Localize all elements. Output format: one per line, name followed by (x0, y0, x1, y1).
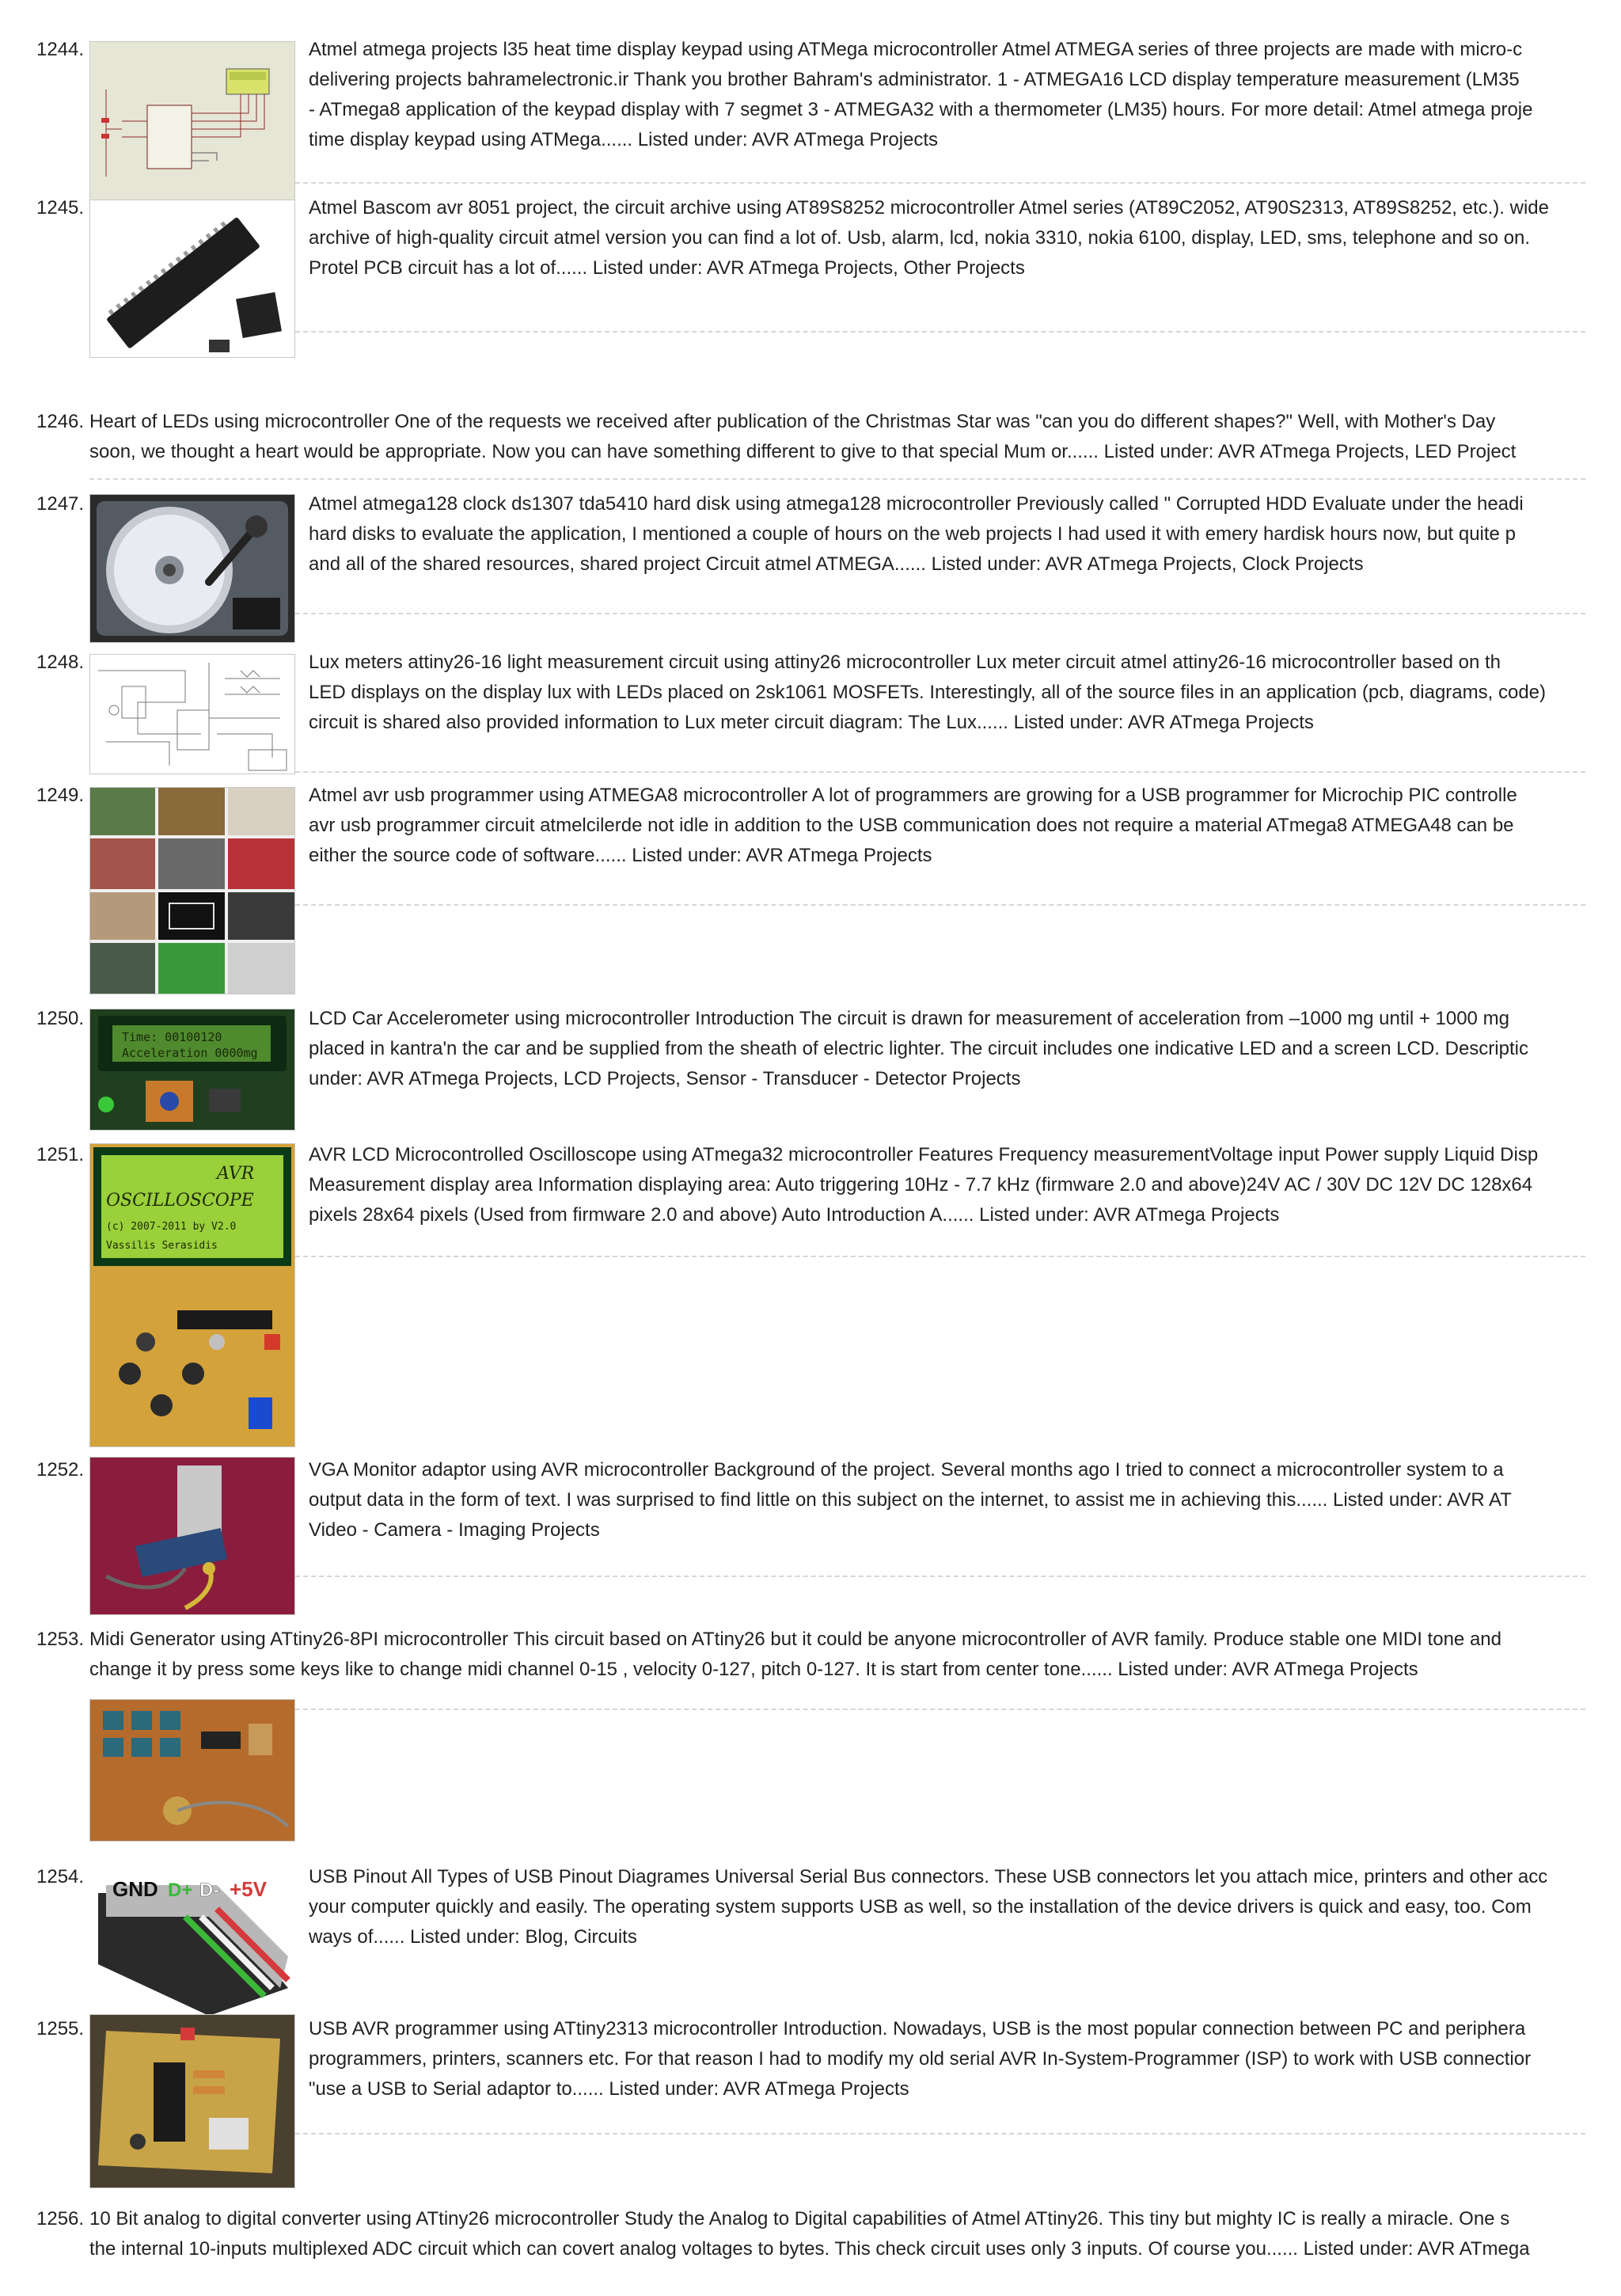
divider (295, 1709, 1585, 1710)
usb-gnd-label: GND (112, 1877, 158, 1901)
vga-adaptor-thumbnail[interactable] (89, 1457, 295, 1615)
usb-dplus-label: D+ (168, 1880, 193, 1901)
divider (89, 478, 1585, 480)
item-number: 1252. (36, 1459, 85, 1481)
item-description[interactable]: Atmel avr usb programmer using ATMEGA8 microcontroller A lot of programmers are growing for a USB programmer for Microchip PIC controlle avr usb programmer circuit atmelcilerde not idle in addition to the USB communication does not require a material ATmega8 ATMEGA48 can be either the source code of software...... Listed under: AVR ATmega Projects (309, 785, 1517, 866)
item-number: 1256. (36, 2208, 85, 2229)
lcd-copyright: (c) 2007-2011 by V2.0 (106, 1221, 237, 1233)
divider (295, 904, 1585, 906)
divider (295, 771, 1585, 773)
usb-dminus-label: D- (199, 1880, 220, 1901)
lcd-subtitle: OSCILLOSCOPE (106, 1191, 254, 1211)
schematic-thumbnail[interactable] (89, 654, 295, 774)
item-number: 1250. (36, 1008, 85, 1029)
divider (295, 2133, 1585, 2134)
divider (295, 182, 1585, 184)
divider (295, 1256, 1585, 1257)
programmer-collage-thumbnail[interactable] (89, 787, 295, 994)
item-description[interactable]: Atmel Bascom avr 8051 project, the circuit archive using AT89S8252 microcontroller Atmel series (AT89C2052, AT90S2313, AT89S8252, etc.). wide archive of high-quality circuit atmel version you can find a lot of. Usb, alarm, lcd, nokia 3310, nokia 6100, display, LED, sms, telephone and so on. Protel PCB circuit has a lot of...... Listed under: AVR ATmega Projects, Other Projects (309, 197, 1549, 279)
item-description[interactable]: USB AVR programmer using ATtiny2313 microcontroller Introduction. Nowadays, USB is the most popular connection between PC and periphera programmers, printers, scanners etc. For that reason I had to modify my old serial AVR In-System-Programmer (ISP) to work with USB connectior "use a USB to Serial adaptor to...... Listed under: AVR ATmega Projects (309, 2018, 1532, 2100)
item-description[interactable]: Atmel atmega128 clock ds1307 tda5410 hard disk using atmega128 microcontroller Previously called " Corrupted HDD Evaluate under the headi hard disks to evaluate the application, I mentioned a couple of hours on the web projects I had used it with emery hardisk hours now, but quite p and all of the shared resources, shared project Circuit atmel ATMEGA...... Listed under: AVR ATmega Projects, Clock Projects (309, 493, 1524, 575)
lcd-title: AVR (217, 1164, 255, 1184)
item-description[interactable]: VGA Monitor adaptor using AVR microcontroller Background of the project. Several months ago I tried to connect a microcontroller system to a output data in the form of text. I was surprised to find little on this subject on the internet, to assist me in achieving this...... Listed under: AVR AT Video - Camera - Imaging Projects (309, 1459, 1512, 1541)
item-number: 1244. (36, 39, 85, 60)
lcd-line-2: Acceleration 0000mg (122, 1046, 258, 1060)
item-number: 1249. (36, 785, 85, 806)
item-description[interactable]: Heart of LEDs using microcontroller One of the requests we received after publication of the Christmas Star was "can you do different shapes?" Well, with Mother's Day soon, we thought a heart would be appropriate. Now you can have something different to give to that special Mum or...... Listed under: AVR ATmega Projects, LED Project (89, 411, 1517, 462)
item-number: 1251. (36, 1144, 85, 1165)
lcd-line-1: Time: 00100120 (122, 1030, 222, 1044)
oscilloscope-thumbnail[interactable] (89, 1143, 295, 1447)
item-description[interactable]: LCD Car Accelerometer using microcontroller Introduction The circuit is drawn for measurement of acceleration from –1000 mg until + 1000 mg placed in kantra'n the car and be supplied from the sheath of electric lighter. The circuit includes one indicative LED and a screen LCD. Descriptic under: AVR ATmega Projects, LCD Projects, Sensor - Transducer - Detector Projects (309, 1008, 1528, 1089)
item-description[interactable]: USB Pinout All Types of USB Pinout Diagrames Universal Serial Bus connectors. These USB connectors let you attach mice, printers and other acc your computer quickly and easily. The operating system supports USB as well, so the installation of the device drivers is quick and easy, too. Com ways of...... Listed under: Blog, Circuits (309, 1866, 1548, 1948)
item-number: 1246. (36, 411, 85, 432)
item-number: 1255. (36, 2018, 85, 2039)
item-number: 1253. (36, 1629, 85, 1650)
divider (295, 331, 1585, 333)
chip-photo-thumbnail[interactable] (89, 200, 295, 358)
hard-disk-thumbnail[interactable] (89, 494, 295, 643)
item-description[interactable]: AVR LCD Microcontrolled Oscilloscope using ATmega32 microcontroller Features Frequency measurementVoltage input Power supply Liquid Disp Measurement display area Information displaying area: Auto triggering 10Hz - 7.7 kHz (firmware 2.0 and above)24V AC / 30V DC 12V DC 128x64 pixels 28x64 pixels (Used from firmware 2.0 and above) Auto Introduction A...... Listed under: AVR ATmega Projects (309, 1144, 1539, 1226)
divider (295, 613, 1585, 614)
usb-connector-thumbnail[interactable] (89, 1868, 295, 2020)
divider (295, 1576, 1585, 1577)
item-number: 1254. (36, 1866, 85, 1887)
usb-programmer-thumbnail[interactable] (89, 2014, 295, 2188)
lcd-author: Vassilis Serasidis (106, 1240, 218, 1252)
item-description[interactable]: Midi Generator using ATtiny26-8PI microcontroller This circuit based on ATtiny26 but it could be anyone microcontroller of AVR family. Produce stable one MIDI tone and change it by press some keys like to change midi channel 0-15 , velocity 0-127, pitch 0-127. It is start from center tone...... Listed under: AVR ATmega Projects (89, 1629, 1501, 1680)
item-description[interactable]: Atmel atmega projects l35 heat time display keypad using ATMega microcontroller Atmel ATMEGA series of three projects are made with micro-c delivering projects bahramelectronic.ir Thank you brother Bahram's administrator. 1 - ATMEGA16 LCD display temperature measurement (LM35 - ATmega8 application of the keypad display with 7 segmet 3 - ATMEGA32 with a thermometer (LM35) hours. For more detail: Atmel atmega proje time display keypad using ATMega...... Listed under: AVR ATmega Projects (309, 39, 1533, 150)
usb-vcc-label: +5V (230, 1877, 267, 1901)
item-description[interactable]: 10 Bit analog to digital converter using ATtiny26 microcontroller Study the Analog to Digital capabilities of Atmel ATtiny26. This tiny but mighty IC is really a miracle. One s the internal 10-inputs multiplexed ADC circuit which can covert analog voltages to bytes. This check circuit uses only 3 inputs. Of course you...... Listed under: AVR ATmega (89, 2208, 1530, 2260)
circuit-schematic-thumbnail[interactable] (89, 41, 295, 201)
midi-board-thumbnail[interactable] (89, 1699, 295, 1842)
item-number: 1248. (36, 652, 85, 673)
lcd-board-thumbnail[interactable] (89, 1009, 295, 1131)
item-description[interactable]: Lux meters attiny26-16 light measurement circuit using attiny26 microcontroller Lux meter circuit atmel attiny26-16 microcontroller based on th LED displays on the display lux with LEDs placed on 2sk1061 MOSFETs. Interestingly, all of the source files in an application (pcb, diagrams, code) circuit is shared also provided information to Lux meter circuit diagram: The Lux...... Listed under: AVR ATmega Projects (309, 652, 1547, 733)
item-number: 1247. (36, 493, 85, 515)
item-number: 1245. (36, 197, 85, 219)
